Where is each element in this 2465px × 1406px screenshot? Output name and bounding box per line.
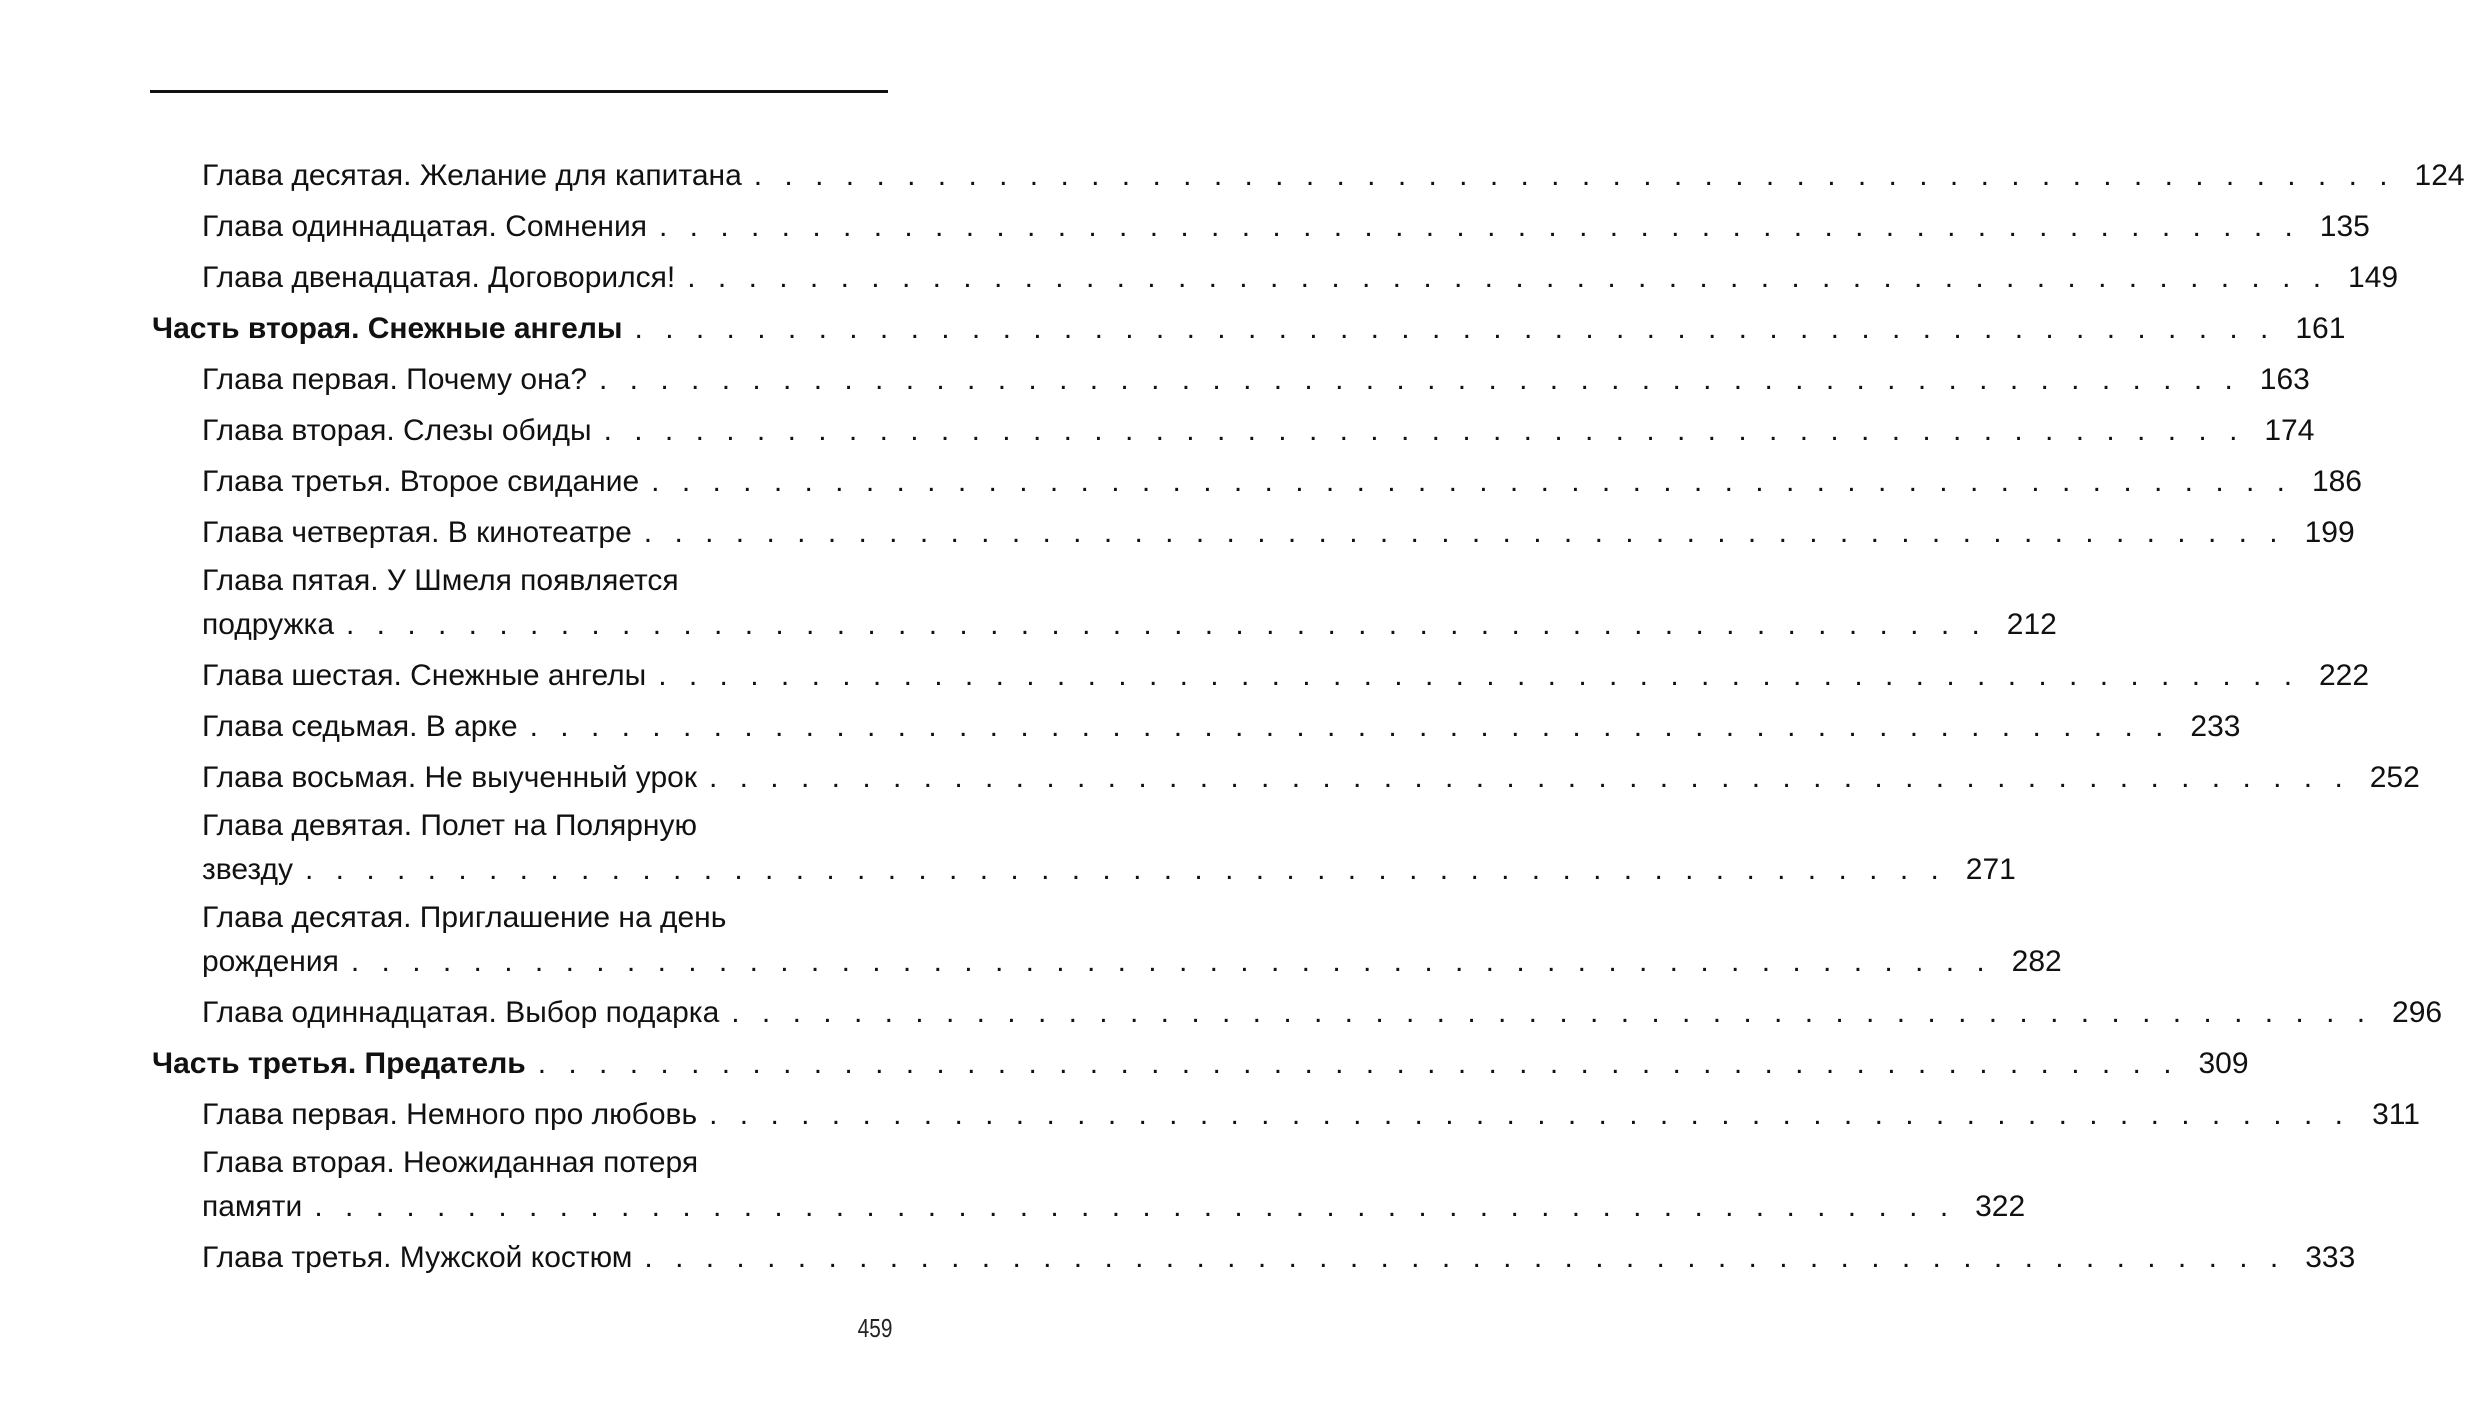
- toc-entry-title: звезду: [202, 853, 293, 886]
- toc-chapter-entry[interactable]: [152, 701, 2241, 752]
- toc-entry-page-number: 322: [1975, 1190, 2026, 1223]
- toc-entry-page-number: 311: [2372, 1098, 2420, 1131]
- toc-entry-title: подружка: [202, 608, 334, 641]
- toc-entry-page-number: 161: [2295, 312, 2346, 345]
- toc-entry-title: Часть третья. Предатель: [152, 1047, 526, 1080]
- dot-leader: . . . . . . . . . . . . . . . . . . . . . . . . . . . . . . . . . . . . . . . . . . . . . . . . . . . . . .: [659, 210, 2300, 243]
- toc-entry-page-number: 309: [2198, 1047, 2249, 1080]
- toc-entry-page-number: 333: [2305, 1241, 2356, 1274]
- dot-leader: . . . . . . . . . . . . . . . . . . . . . . . . . . . . . . . . . . . . . . . . . . . . . . . . . . . . . .: [599, 363, 2240, 396]
- toc-chapter-entry[interactable]: [152, 456, 2362, 507]
- toc-entry-title-line1: Глава девятая. Полет на Полярную: [202, 809, 697, 842]
- toc-entry-page-number: 124: [2414, 159, 2465, 192]
- toc-chapter-entry[interactable]: [152, 354, 2310, 405]
- toc-entry-page-number: 212: [2006, 608, 2057, 641]
- toc-entry-title: Глава десятая. Желание для капитана: [202, 159, 742, 192]
- toc-entry-title: Глава первая. Почему она?: [202, 363, 588, 396]
- toc-chapter-entry[interactable]: [152, 1140, 2026, 1232]
- dot-leader: . . . . . . . . . . . . . . . . . . . . . . . . . . . . . . . . . . . . . . . . . . . . . . . . . . . . . .: [658, 659, 2300, 692]
- toc-chapter-entry[interactable]: [152, 803, 2016, 895]
- toc-chapter-entry[interactable]: [152, 252, 2399, 303]
- toc-entry-title: памяти: [202, 1190, 303, 1223]
- toc-entry-title: Глава вторая. Слезы обиды: [202, 414, 592, 447]
- toc-entry-title: Глава первая. Немного про любовь: [202, 1098, 698, 1131]
- dot-leader: . . . . . . . . . . . . . . . . . . . . . . . . . . . . . . . . . . . . . . . . . . . . . . . . . . . . . .: [346, 608, 1987, 641]
- dot-leader: . . . . . . . . . . . . . . . . . . . . . . . . . . . . . . . . . . . . . . . . . . . . . . . . . . . . . .: [643, 516, 2285, 549]
- toc-entry-page-number: 135: [2319, 210, 2370, 243]
- toc-entry-page-number: 282: [2011, 945, 2062, 978]
- dot-leader: . . . . . . . . . . . . . . . . . . . . . . . . . . . . . . . . . . . . . . . . . . . . . . . . . . . . . .: [304, 853, 1946, 886]
- page-number: 459: [857, 1313, 892, 1343]
- toc-chapter-entry[interactable]: [152, 1232, 2356, 1283]
- toc-entry-page-number: 163: [2259, 363, 2310, 396]
- toc-entry-title: Глава двенадцатая. Договорился!: [202, 261, 676, 294]
- toc-chapter-entry[interactable]: [152, 507, 2355, 558]
- dot-leader: . . . . . . . . . . . . . . . . . . . . . . . . . . . . . . . . . . . . . . . . . . . . . . . . . . . . . .: [709, 1098, 2350, 1131]
- toc-chapter-entry[interactable]: [152, 752, 2420, 803]
- toc-entry-page-number: 174: [2264, 414, 2315, 447]
- dot-leader: . . . . . . . . . . . . . . . . . . . . . . . . . . . . . . . . . . . . . . . . . . . . . . . . . . . . . .: [644, 1241, 2286, 1274]
- toc-chapter-entry[interactable]: [152, 895, 2062, 987]
- dot-leader: . . . . . . . . . . . . . . . . . . . . . . . . . . . . . . . . . . . . . . . . . . . . . . . . . . . . . .: [603, 414, 2245, 447]
- toc-entry-title: Глава восьмая. Не выученный урок: [202, 761, 697, 794]
- header-rule: [150, 90, 888, 93]
- toc-entry-page-number: 222: [2319, 659, 2370, 692]
- toc-entry-title: Часть вторая. Снежные ангелы: [152, 312, 623, 345]
- dot-leader: . . . . . . . . . . . . . . . . . . . . . . . . . . . . . . . . . . . . . . . . . . . . . . . . . . . . . .: [731, 996, 2373, 1029]
- toc-chapter-entry[interactable]: [152, 150, 2465, 201]
- dot-leader: . . . . . . . . . . . . . . . . . . . . . . . . . . . . . . . . . . . . . . . . . . . . . . . . . . . . . .: [651, 465, 2292, 498]
- toc-entry-title: Глава третья. Второе свидание: [202, 465, 640, 498]
- toc-chapter-entry[interactable]: [152, 201, 2370, 252]
- toc-chapter-entry[interactable]: [152, 987, 2443, 1038]
- toc-chapter-entry[interactable]: [152, 1089, 2420, 1140]
- toc-part-entry[interactable]: [152, 1038, 2249, 1089]
- toc-entry-title: Глава четвертая. В кинотеатре: [202, 516, 632, 549]
- toc-entry-title-line1: Глава вторая. Неожиданная потеря: [202, 1146, 699, 1179]
- toc-chapter-entry[interactable]: [152, 405, 2315, 456]
- dot-leader: . . . . . . . . . . . . . . . . . . . . . . . . . . . . . . . . . . . . . . . . . . . . . . . . . . . . . .: [537, 1047, 2179, 1080]
- toc-entry-title: Глава одиннадцатая. Сомнения: [202, 210, 647, 243]
- dot-leader: . . . . . . . . . . . . . . . . . . . . . . . . . . . . . . . . . . . . . . . . . . . . . . . . . . . . . .: [350, 945, 1992, 978]
- dot-leader: . . . . . . . . . . . . . . . . . . . . . . . . . . . . . . . . . . . . . . . . . . . . . . . . . . . . . .: [529, 710, 2171, 743]
- toc-entry-title: Глава одиннадцатая. Выбор подарка: [202, 996, 720, 1029]
- dot-leader: . . . . . . . . . . . . . . . . . . . . . . . . . . . . . . . . . . . . . . . . . . . . . . . . . . . . . .: [687, 261, 2329, 294]
- toc-entry-title: Глава третья. Мужской костюм: [202, 1241, 633, 1274]
- dot-leader: . . . . . . . . . . . . . . . . . . . . . . . . . . . . . . . . . . . . . . . . . . . . . . . . . . . . . .: [753, 159, 2395, 192]
- toc-entry-page-number: 296: [2392, 996, 2443, 1029]
- toc-entry-page-number: 271: [1965, 853, 2016, 886]
- dot-leader: . . . . . . . . . . . . . . . . . . . . . . . . . . . . . . . . . . . . . . . . . . . . . . . . . . . . . .: [708, 761, 2350, 794]
- toc-entry-page-number: 252: [2369, 761, 2420, 794]
- toc-entry-title-line1: Глава пятая. У Шмеля появляется: [202, 564, 679, 597]
- dot-leader: . . . . . . . . . . . . . . . . . . . . . . . . . . . . . . . . . . . . . . . . . . . . . . . . . . . . . .: [314, 1190, 1956, 1223]
- dot-leader: . . . . . . . . . . . . . . . . . . . . . . . . . . . . . . . . . . . . . . . . . . . . . . . . . . . . . .: [634, 312, 2276, 345]
- toc-entry-title-line1: Глава десятая. Приглашение на день: [202, 901, 727, 934]
- toc-part-entry[interactable]: [152, 303, 2346, 354]
- toc-chapter-entry[interactable]: [152, 558, 2057, 650]
- toc-entry-page-number: 186: [2311, 465, 2362, 498]
- toc-entry-title: рождения: [202, 945, 339, 978]
- toc-entry-page-number: 149: [2348, 261, 2399, 294]
- toc-chapter-entry[interactable]: [152, 650, 2370, 701]
- toc-entry-title: Глава седьмая. В арке: [202, 710, 518, 743]
- toc-entry-title: Глава шестая. Снежные ангелы: [202, 659, 647, 692]
- table-of-contents: [152, 150, 2465, 1283]
- toc-entry-page-number: 199: [2304, 516, 2355, 549]
- toc-entry-page-number: 233: [2190, 710, 2241, 743]
